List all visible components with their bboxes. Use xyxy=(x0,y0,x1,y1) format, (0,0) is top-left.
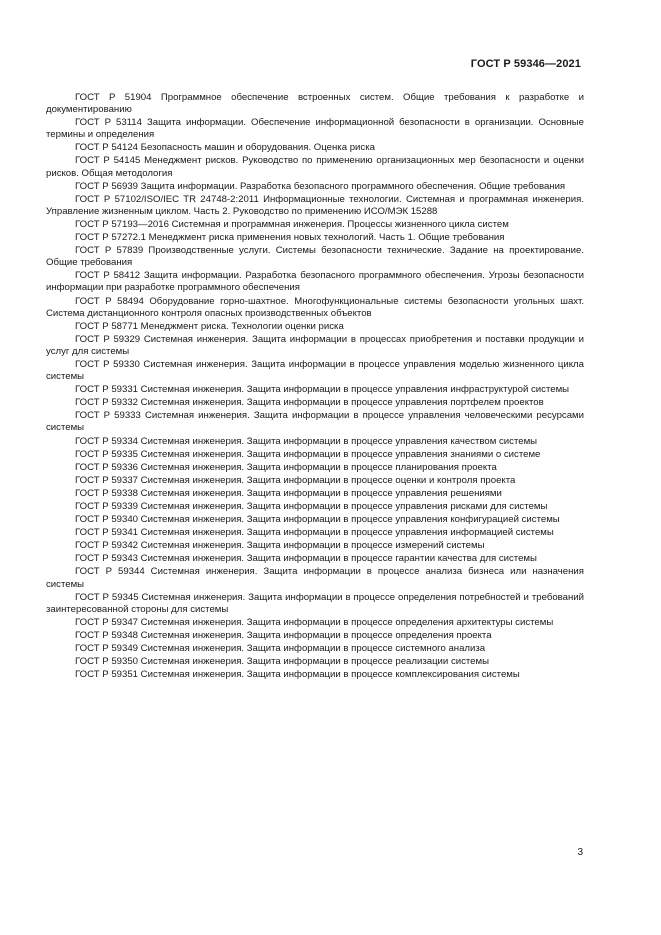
standard-reference: ГОСТ Р 59336 Системная инженерия. Защита информации в процессе планирования проекта xyxy=(75,461,497,473)
standard-reference: ГОСТ Р 59342 Системная инженерия. Защита информации в процессе измерений системы xyxy=(75,540,485,552)
standard-reference: ГОСТ Р 57193—2016 Системная и программная инженерия. Процессы жизненного цикла систем xyxy=(75,218,509,230)
standard-reference: ГОСТ Р 54145 Менеджмент рисков. Руководство по применению организационных мер безопасности и оценки рисков. Общая методология xyxy=(46,155,584,179)
standard-reference: ГОСТ Р 59345 Системная инженерия. Защита информации в процессе определения потребностей и требований заинтересованной стороны для системы xyxy=(46,591,584,615)
standard-reference: ГОСТ Р 57272.1 Менеджмент риска применения новых технологий. Часть 1. Общие требования xyxy=(75,232,505,244)
standard-reference: ГОСТ Р 58494 Оборудование горно-шахтное. Многофункциональные системы безопасности угольных шахт. Система дистанционного контроля опасных производственных объектов xyxy=(46,295,584,319)
standard-reference: ГОСТ Р 58771 Менеджмент риска. Технологии оценки риска xyxy=(75,320,344,332)
standard-reference: ГОСТ Р 57839 Производственные услуги. Системы безопасности технические. Задание на проектирование. Общие требования xyxy=(46,245,584,269)
standard-reference: ГОСТ Р 53114 Защита информации. Обеспечение информационной безопасности в организации. Основные термины и определения xyxy=(46,117,584,141)
standard-reference: ГОСТ Р 59340 Системная инженерия. Защита информации в процессе управления конфигурацией системы xyxy=(75,514,560,526)
document-code-header: ГОСТ Р 59346—2021 xyxy=(470,58,581,70)
standard-reference: ГОСТ Р 59351 Системная инженерия. Защита информации в процессе комплексирования системы xyxy=(75,669,520,681)
standard-reference: ГОСТ Р 59330 Системная инженерия. Защита информации в процессе управления моделью жизненного цикла системы xyxy=(46,358,584,383)
standard-reference: ГОСТ Р 59350 Системная инженерия. Защита информации в процессе реализации системы xyxy=(75,656,490,668)
standard-reference: ГОСТ Р 59333 Системная инженерия. Защита информации в процессе управления человеческими ресурсами системы xyxy=(46,410,584,434)
standard-reference: ГОСТ Р 59335 Системная инженерия. Защита информации в процессе управления знаниями о системе xyxy=(75,448,541,460)
standard-reference: ГОСТ Р 59348 Системная инженерия. Защита информации в процессе определения проекта xyxy=(75,629,492,641)
standard-reference: ГОСТ Р 59338 Системная инженерия. Защита информации в процессе управления решениями xyxy=(75,487,502,499)
standard-reference: ГОСТ Р 57102/ISO/IEC TR 24748-2:2011 Информационные технологии. Системная и программная инженерия. Управление жизненным циклом. Часть 2. Руководство по применению ИСО/МЭК 15288 xyxy=(46,193,584,217)
standard-reference: ГОСТ Р 59339 Системная инженерия. Защита информации в процессе управления рисками для системы xyxy=(75,501,548,512)
standard-reference: ГОСТ Р 59332 Системная инженерия. Защита информации в процессе управления портфелем проектов xyxy=(75,397,544,409)
standard-reference: ГОСТ Р 59347 Системная инженерия. Защита информации в процессе определения архитектуры системы xyxy=(75,616,554,628)
standard-reference: ГОСТ Р 59331 Системная инженерия. Защита информации в процессе управления инфраструктурой системы xyxy=(75,384,570,396)
standard-reference: ГОСТ Р 56939 Защита информации. Разработка безопасного программного обеспечения. Общие требования xyxy=(75,180,566,192)
standard-reference: ГОСТ Р 51904 Программное обеспечение встроенных систем. Общие требования к разработке и документированию xyxy=(46,92,584,116)
standard-reference: ГОСТ Р 59349 Системная инженерия. Защита информации в процессе системного анализа xyxy=(75,643,486,655)
standard-reference: ГОСТ Р 59334 Системная инженерия. Защита информации в процессе управления качеством системы xyxy=(75,435,538,447)
standard-reference: ГОСТ Р 59329 Системная инженерия. Защита информации в процессах приобретения и поставки продукции и услуг для системы xyxy=(46,333,584,357)
standard-reference: ГОСТ Р 59343 Системная инженерия. Защита информации в процессе гарантии качества для системы xyxy=(75,553,537,565)
standard-reference: ГОСТ Р 59337 Системная инженерия. Защита информации в процессе оценки и контроля проекта xyxy=(75,474,516,486)
referenced-standards-list xyxy=(46,92,584,682)
standard-reference: ГОСТ Р 54124 Безопасность машин и оборудования. Оценка риска xyxy=(75,142,375,154)
standard-reference: ГОСТ Р 59341 Системная инженерия. Защита информации в процессе управления информацией системы xyxy=(75,527,554,539)
standard-reference: ГОСТ Р 59344 Системная инженерия. Защита информации в процессе анализа бизнеса или назначения системы xyxy=(46,566,584,590)
page-number: 3 xyxy=(577,847,583,858)
standard-reference: ГОСТ Р 58412 Защита информации. Разработка безопасного программного обеспечения. Угрозы безопасности информации при разработке программного обеспечения xyxy=(46,270,584,294)
